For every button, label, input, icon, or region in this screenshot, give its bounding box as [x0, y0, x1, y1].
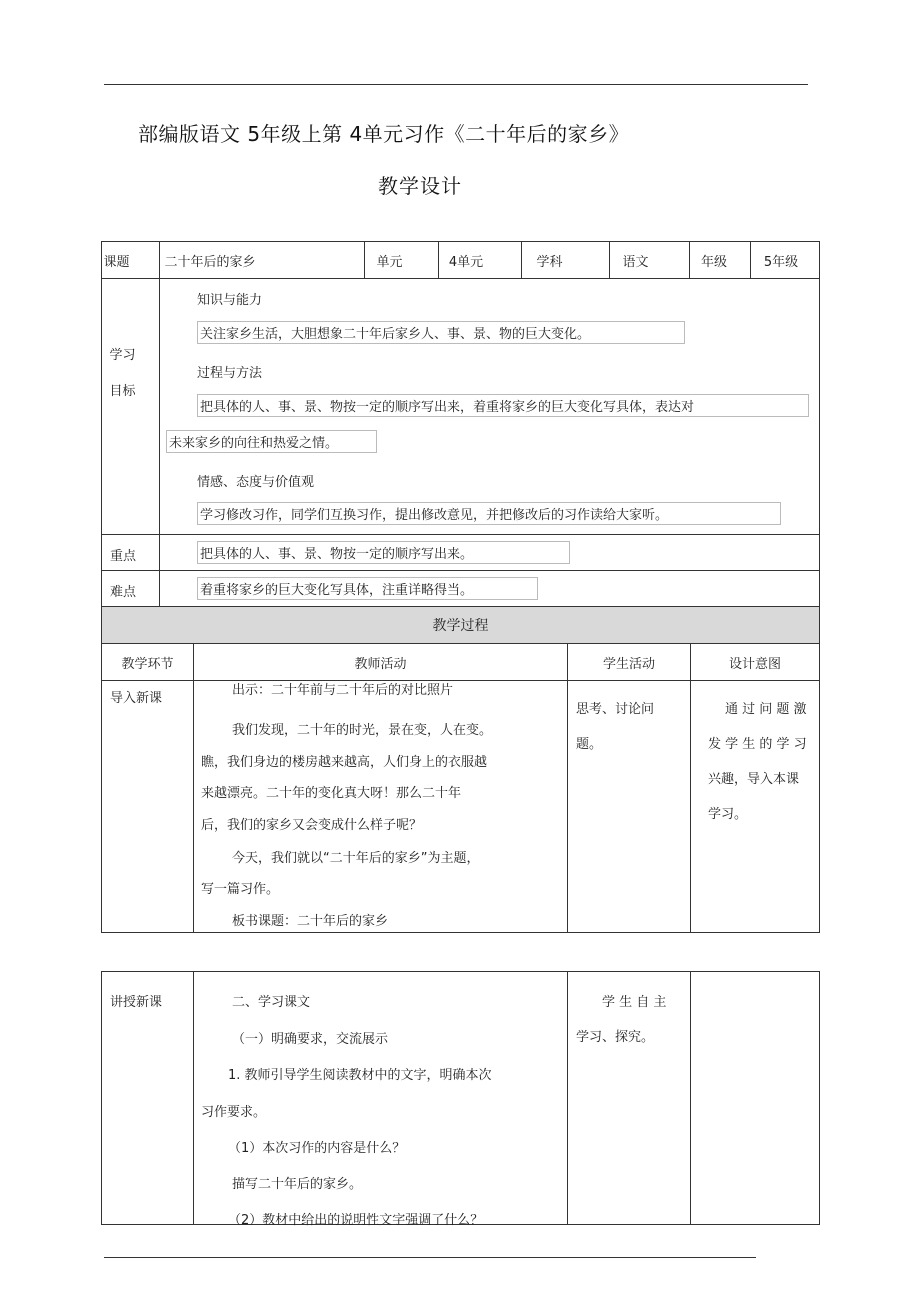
new-lesson-teacher-line-7: （2）教材中给出的说明性文字强调了什么？ — [228, 1213, 484, 1228]
difficulty-text: 着重将家乡的巨大变化写具体，注重详略得当。 — [197, 577, 538, 600]
intro-student-line-1: 思考、讨论问 — [576, 702, 655, 717]
bottom-rule — [104, 1257, 756, 1258]
objectives-content — [160, 279, 820, 535]
process-table — [101, 606, 820, 933]
process-heading: 教学过程 — [102, 607, 820, 644]
new-lesson-teacher-line-6: 描写二十年后的家乡。 — [232, 1177, 363, 1192]
col-stage-header: 教学环节 — [102, 644, 194, 681]
objectives-label-cell — [102, 279, 160, 535]
unit-label: 单元 — [365, 242, 439, 279]
intro-teacher-activity — [194, 681, 568, 933]
intro-student-line-2: 题。 — [576, 737, 603, 752]
intro-design-intent — [691, 681, 820, 933]
key-point-text: 把具体的人、事、景、物按一定的顺序写出来。 — [197, 541, 570, 564]
intro-teacher-line-6: 今天，我们就以“二十年后的家乡”为主题， — [232, 851, 480, 866]
new-lesson-design-intent — [691, 972, 820, 1225]
difficulty-label: 难点 — [102, 571, 160, 607]
objective-heading-knowledge: 知识与能力 — [197, 293, 263, 308]
intro-teacher-line-5: 后，我们的家乡又会变成什么样子呢？ — [201, 818, 423, 833]
new-lesson-teacher-line-3: 1. 教师引导学生阅读教材中的文字，明确本次 — [228, 1068, 492, 1083]
intro-student-activity — [568, 681, 691, 933]
intro-teacher-line-2: 我们发现，二十年的时光，景在变，人在变。 — [232, 723, 493, 738]
intro-teacher-line-7: 写一篇习作。 — [201, 882, 280, 897]
lesson-value: 二十年后的家乡 — [160, 242, 365, 279]
new-lesson-student-activity — [568, 972, 691, 1225]
new-lesson-teacher-line-5: （1）本次习作的内容是什么？ — [228, 1141, 406, 1156]
intro-intent-line-3: 兴趣，导入本课 — [708, 772, 800, 787]
intro-teacher-line-3: 瞧，我们身边的楼房越来越高，人们身上的衣服越 — [201, 755, 488, 770]
col-student-header: 学生活动 — [568, 644, 691, 681]
new-lesson-teacher-line-4: 习作要求。 — [201, 1105, 267, 1120]
new-lesson-stage — [102, 972, 194, 1225]
grade-label: 年级 — [690, 242, 751, 279]
new-lesson-teacher-activity — [194, 972, 568, 1228]
intro-teacher-line-4: 来越漂亮。二十年的变化真大呀！那么二十年 — [201, 786, 462, 801]
intro-intent-line-1: 通 过 问 题 激 — [725, 702, 807, 717]
objective-heading-process: 过程与方法 — [197, 366, 263, 381]
lesson-info-table — [101, 241, 820, 607]
new-lesson-student-line-2: 学习、探究。 — [576, 1030, 655, 1045]
intro-teacher-line-1: 出示：二十年前与二十年后的对比照片 — [232, 683, 454, 698]
objective-heading-attitude: 情感、态度与价值观 — [197, 475, 315, 490]
intro-teacher-line-8: 板书课题：二十年后的家乡 — [232, 914, 389, 929]
lesson-label: 课题 — [102, 242, 160, 279]
col-intent-header: 设计意图 — [691, 644, 820, 681]
objective-text-attitude: 学习修改习作，同学们互换习作，提出修改意见，并把修改后的习作读给大家听。 — [197, 502, 781, 525]
new-lesson-stage-label: 讲授新课 — [110, 995, 163, 1010]
new-lesson-teacher-line-2: （一）明确要求，交流展示 — [232, 1032, 389, 1047]
objectives-label-2: 目标 — [109, 383, 136, 399]
intro-intent-line-4: 学习。 — [708, 807, 748, 822]
objective-text-process: 把具体的人、事、景、物按一定的顺序写出来，着重将家乡的巨大变化写具体，表达对 — [197, 394, 809, 417]
col-teacher-header: 教师活动 — [194, 644, 568, 681]
grade-value: 5年级 — [751, 242, 820, 279]
unit-value: 4单元 — [439, 242, 522, 279]
new-lesson-teacher-line-1: 二、学习课文 — [232, 995, 311, 1010]
subject-value: 语文 — [610, 242, 690, 279]
objective-text-process-cont: 未来家乡的向往和热爱之情。 — [166, 430, 377, 453]
objectives-label-1: 学习 — [109, 347, 136, 363]
difficulty-content — [160, 571, 820, 607]
new-lesson-student-line-1: 学 生 自 主 — [602, 995, 667, 1010]
key-point-content — [160, 535, 820, 571]
top-rule — [104, 84, 808, 85]
process-table-continued — [101, 971, 820, 1228]
objective-text-knowledge: 关注家乡生活，大胆想象二十年后家乡人、事、景、物的巨大变化。 — [197, 321, 685, 344]
document-title: 部编版语文 5年级上第 4单元习作《二十年后的家乡》 — [138, 122, 630, 146]
intro-stage — [102, 681, 194, 933]
subject-label: 学科 — [522, 242, 610, 279]
intro-intent-line-2: 发 学 生 的 学 习 — [708, 737, 807, 752]
key-point-label: 重点 — [102, 535, 160, 571]
document-subtitle: 教学设计 — [378, 174, 462, 198]
intro-stage-label: 导入新课 — [110, 691, 163, 706]
